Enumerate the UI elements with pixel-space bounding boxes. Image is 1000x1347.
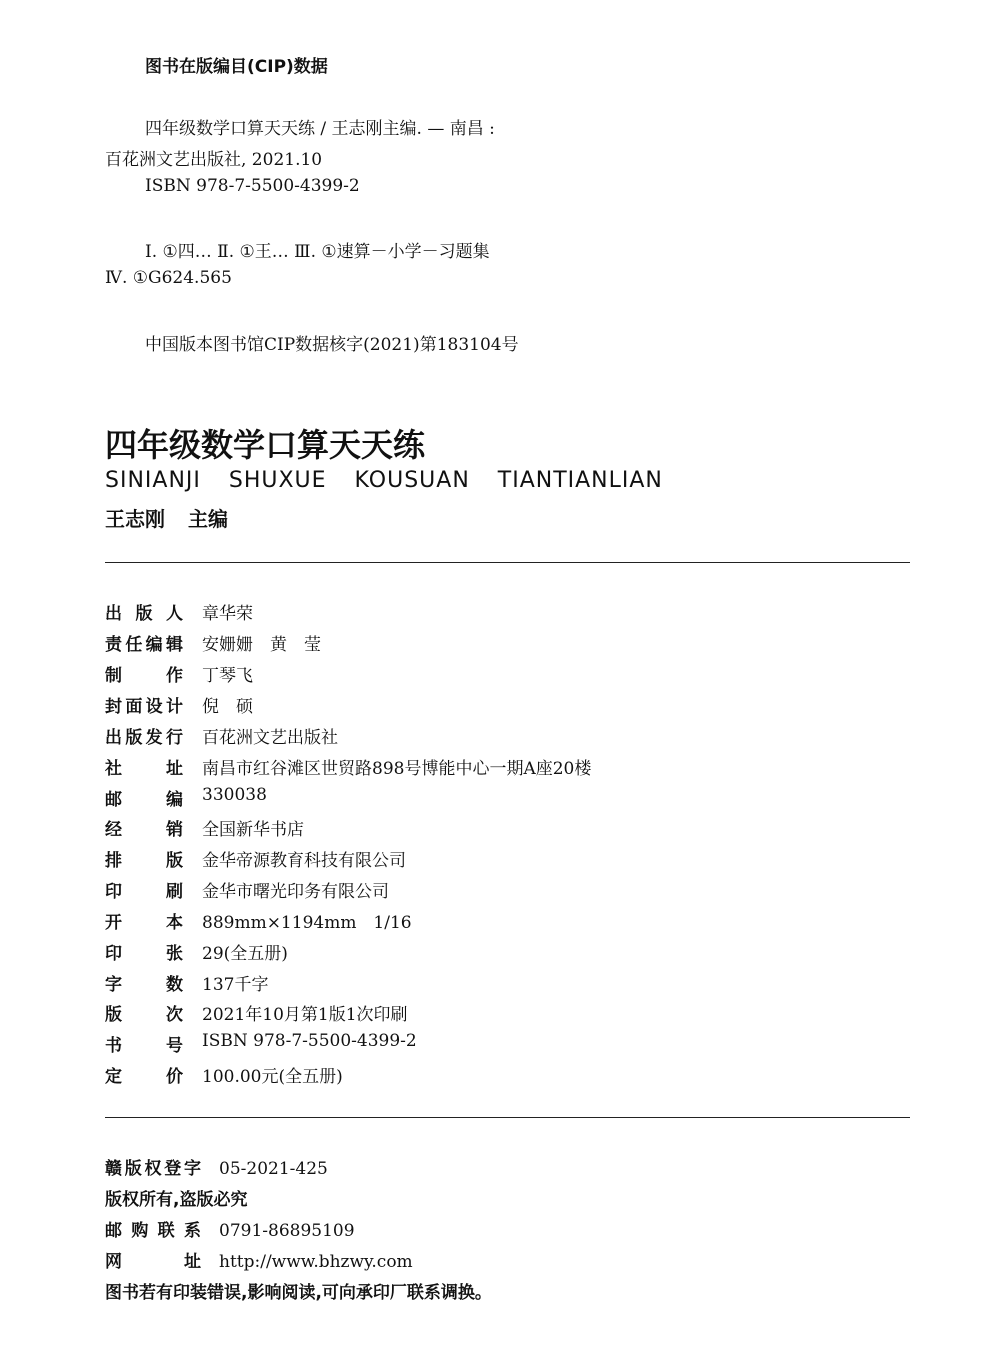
website-label: 网址	[105, 1252, 201, 1272]
detail-value: 29(全五册)	[202, 944, 288, 964]
cip-line-3: ISBN 978-7-5500-4399-2	[145, 176, 360, 196]
detail-value: 章华荣	[202, 604, 253, 624]
detail-label: 书号	[105, 1036, 183, 1056]
book-pinyin-title: SINIANJI SHUXUE KOUSUAN TIANTIANLIAN	[105, 468, 663, 493]
mail-order-contact	[105, 1216, 355, 1241]
copyright-registration-value: 05-2021-425	[219, 1159, 328, 1179]
detail-label: 排版	[105, 851, 183, 871]
rights-statement: 版权所有,盗版必究	[105, 1190, 248, 1210]
detail-value: 330038	[202, 785, 267, 805]
copyright-registration	[105, 1154, 328, 1179]
cip-title: 图书在版编目(CIP)数据	[145, 57, 328, 77]
mail-order-value: 0791-86895109	[219, 1221, 355, 1241]
print-error-notice: 图书若有印装错误,影响阅读,可向承印厂联系调换。	[105, 1283, 492, 1303]
detail-value: 137千字	[202, 975, 269, 995]
detail-label: 字数	[105, 975, 183, 995]
detail-value: 100.00元(全五册)	[202, 1067, 343, 1087]
detail-label: 责任编辑	[105, 635, 183, 655]
mail-order-label: 邮购联系	[105, 1221, 201, 1241]
website-value: http://www.bhzwy.com	[219, 1252, 413, 1272]
detail-value: 百花洲文艺出版社	[202, 728, 338, 748]
book-title: 四年级数学口算天天练	[105, 426, 426, 464]
detail-label: 印刷	[105, 882, 183, 902]
detail-value: 南昌市红谷滩区世贸路898号博能中心一期A座20楼	[202, 759, 592, 779]
detail-label: 出版发行	[105, 728, 183, 748]
book-editor: 王志刚 主编	[105, 507, 228, 531]
detail-label: 邮编	[105, 790, 183, 810]
cip-line-6: 中国版本图书馆CIP数据核字(2021)第183104号	[145, 335, 519, 355]
cip-line-4: Ⅰ. ①四… Ⅱ. ①王… Ⅲ. ①速算－小学－习题集	[145, 242, 490, 262]
detail-label: 出版人	[105, 604, 183, 624]
detail-value: 倪 硕	[202, 697, 253, 717]
website	[105, 1247, 413, 1272]
detail-label: 版次	[105, 1005, 183, 1025]
detail-value: ISBN 978-7-5500-4399-2	[202, 1031, 417, 1051]
detail-value: 金华帝源教育科技有限公司	[202, 851, 406, 871]
cip-line-2: 百花洲文艺出版社, 2021.10	[105, 150, 323, 170]
detail-value: 全国新华书店	[202, 820, 304, 840]
detail-value: 丁琴飞	[202, 666, 253, 686]
detail-value: 安姗姗 黄 莹	[202, 635, 321, 655]
cip-line-1: 四年级数学口算天天练 / 王志刚主编. — 南昌 :	[145, 119, 495, 139]
detail-label: 制作	[105, 666, 183, 686]
divider-top	[105, 562, 910, 563]
detail-value: 金华市曙光印务有限公司	[202, 882, 389, 902]
detail-label: 定价	[105, 1067, 183, 1087]
copyright-registration-label: 赣版权登字	[105, 1159, 201, 1179]
detail-value: 889mm×1194mm 1/16	[202, 913, 412, 933]
detail-label: 封面设计	[105, 697, 183, 717]
detail-label: 印张	[105, 944, 183, 964]
detail-label: 经销	[105, 820, 183, 840]
detail-label: 社址	[105, 759, 183, 779]
detail-value: 2021年10月第1版1次印刷	[202, 1005, 408, 1025]
cip-line-5: Ⅳ. ①G624.565	[105, 268, 232, 288]
divider-bottom	[105, 1117, 910, 1118]
detail-label: 开本	[105, 913, 183, 933]
